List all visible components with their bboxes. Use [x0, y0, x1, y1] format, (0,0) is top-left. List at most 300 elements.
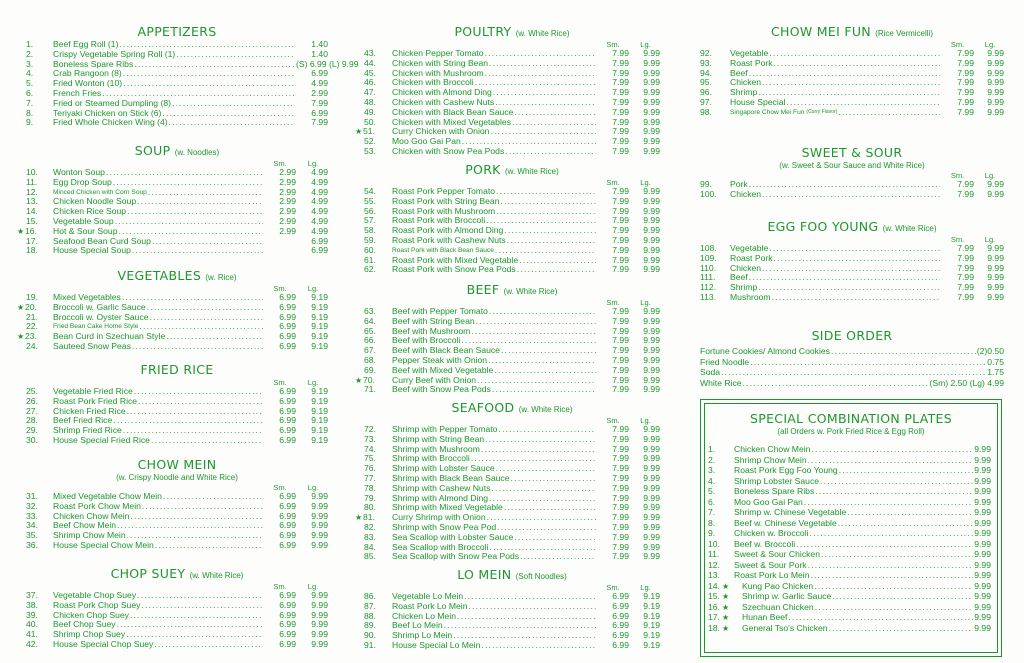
- size-header-small: Sm.: [273, 159, 287, 168]
- section-title-text: LO MEIN: [457, 567, 512, 582]
- price-large: 9.99: [311, 500, 328, 511]
- item-name: Soda: [700, 367, 721, 378]
- item-number-text: 73.: [364, 433, 376, 444]
- side-order-item: [700, 358, 1004, 369]
- menu-item: [364, 552, 660, 562]
- leader-dots: [491, 484, 596, 494]
- leader-dots: [147, 303, 263, 313]
- price-large: 9.99: [311, 629, 328, 640]
- price-small: 2.99: [279, 225, 296, 236]
- leader-dots: [829, 624, 974, 634]
- leader-dots: [151, 436, 263, 446]
- item-number-text: 5.: [26, 78, 34, 89]
- combo-item: [705, 592, 997, 603]
- item-name: House Special Lo Mein: [392, 639, 481, 650]
- price-large: 9.99: [643, 463, 660, 474]
- item-number: [708, 613, 742, 623]
- section-title: [700, 328, 1004, 344]
- price-small: 7.99: [612, 254, 629, 265]
- item-name: General Tso's Chicken: [742, 622, 828, 633]
- menu-item: [364, 641, 660, 651]
- size-header-small: Sm.: [950, 40, 965, 49]
- item-number-text: 5.: [708, 486, 716, 497]
- price-large: 9.99: [643, 77, 660, 88]
- combo-item: [705, 624, 997, 635]
- item-number-text: 4.: [708, 475, 716, 486]
- star-icon: ★: [355, 375, 363, 385]
- price-large: 9.99: [643, 215, 660, 226]
- price-large: 9.99: [643, 244, 660, 255]
- leader-dots: [142, 502, 263, 512]
- section-title: [364, 567, 660, 583]
- price: 9.99: [974, 465, 991, 476]
- price-small: 6.99: [279, 434, 296, 445]
- item-name: Kung Pao Chicken: [742, 580, 814, 591]
- leader-dots: [721, 368, 986, 378]
- item-name: Beef Chop Suey: [53, 619, 116, 630]
- item-number-text: 99.: [700, 179, 712, 189]
- price-large: 9.19: [311, 395, 328, 406]
- leader-dots: [831, 347, 976, 357]
- price-large: 9.99: [311, 619, 328, 630]
- item-number-text: 6.: [708, 496, 716, 507]
- item-name: Chicken with Almond Ding: [392, 87, 492, 98]
- item-name: Shrimp Lobster Sauce: [734, 475, 820, 486]
- leader-dots: [839, 466, 974, 476]
- item-number-text: 89.: [364, 620, 376, 631]
- section-title: [26, 362, 328, 378]
- item-number-text: 76.: [364, 463, 376, 474]
- price-small: 7.99: [612, 502, 629, 513]
- leader-dots: [485, 49, 596, 59]
- item-number-text: 11.: [708, 549, 720, 560]
- item-name: Beef with Broccoli: [392, 335, 461, 346]
- item-number-text: 18.: [26, 245, 38, 256]
- price-small: 6.99: [279, 386, 296, 396]
- price-large: 9.19: [643, 610, 660, 621]
- price-small: 2.99: [279, 215, 296, 226]
- section-title: [705, 411, 997, 427]
- menu-section-appetizers: [26, 24, 359, 128]
- item-number-text: 74.: [364, 443, 376, 454]
- price-large: 9.99: [643, 551, 660, 562]
- item-name: Chicken: [730, 188, 762, 199]
- price-large: 9.99: [643, 325, 660, 336]
- section-note: (w. White Rice): [189, 571, 244, 580]
- item-name: Chicken with Snow Pea Pods: [392, 145, 505, 156]
- price-large: 9.99: [987, 48, 1004, 58]
- price-small: 7.99: [612, 512, 629, 523]
- leader-dots: [481, 641, 596, 651]
- size-header-large: Lg.: [984, 235, 996, 244]
- item-number-text: 17.: [26, 235, 38, 246]
- price-small: 7.99: [612, 87, 629, 98]
- leader-dots: [814, 582, 973, 592]
- menu-section-beef: [355, 282, 660, 395]
- leader-dots: [504, 503, 596, 513]
- price: 7.99: [311, 97, 328, 108]
- item-number-text: 25.: [26, 386, 38, 396]
- section-title-text: SEAFOOD: [451, 400, 515, 415]
- combo-item: [705, 529, 997, 540]
- item-number-text: 110.: [700, 262, 717, 273]
- price: 9.99: [974, 475, 991, 486]
- price-large: 4.99: [311, 196, 328, 207]
- item-name: Beef with Snow Pea Pods: [392, 384, 491, 395]
- item-number: [364, 385, 392, 395]
- price-small: 6.99: [279, 500, 296, 511]
- item-number: [708, 508, 734, 518]
- price-small: 7.99: [957, 87, 974, 98]
- size-header-small: Sm.: [606, 40, 620, 49]
- item-name: Chicken Noodle Soup: [53, 196, 137, 207]
- price-large: 9.99: [643, 453, 660, 464]
- item-number-text: 60.: [364, 244, 376, 255]
- price-small: 7.99: [957, 48, 974, 58]
- price: (S) 6.99 (L) 9.99: [296, 58, 359, 69]
- price-small: 7.99: [612, 205, 629, 216]
- leader-dots: [162, 109, 295, 119]
- price-small: 7.99: [612, 453, 629, 464]
- price-large: 9.99: [311, 539, 328, 550]
- size-header: [364, 40, 660, 49]
- item-number-text: 95.: [700, 77, 712, 88]
- item-number-text: 9.: [26, 117, 34, 128]
- section-title: [700, 219, 1004, 235]
- leader-dots: [113, 178, 263, 188]
- side-order-item: [700, 347, 1004, 358]
- price-small: 7.99: [612, 244, 629, 255]
- item-name: Boneless Spare Ribs: [53, 58, 134, 69]
- leader-dots: [774, 59, 940, 69]
- item-name: Shrimp with Pepper Tomato: [392, 424, 498, 434]
- item-name: Shrimp w. Garlic Sauce: [742, 591, 832, 602]
- price-small: 6.99: [612, 610, 629, 621]
- price-large: 9.99: [643, 186, 660, 196]
- item-number: [26, 246, 53, 256]
- price-small: 6.99: [279, 491, 296, 501]
- item-name: Roast Pork Fried Rice: [53, 395, 138, 406]
- item-name: Shrimp w. Chinese Vegetable: [734, 507, 847, 518]
- item-number-text: 13.: [26, 196, 38, 207]
- item-number-text: 8.: [708, 517, 716, 528]
- item-number: [708, 466, 734, 476]
- item-number-text: 79.: [364, 492, 376, 503]
- item-number-text: 51.: [363, 126, 375, 137]
- item-name: Chicken Pepper Tomato: [392, 48, 484, 58]
- size-header: [26, 582, 328, 591]
- leader-dots: [475, 78, 596, 88]
- size-header: [700, 171, 1004, 180]
- item-name: Chicken w. Broccoli: [734, 528, 809, 539]
- size-header: [700, 40, 1004, 49]
- leader-dots: [127, 207, 263, 217]
- item-name: Shrimp with Broccoli: [392, 453, 470, 464]
- price-small: 2.99: [279, 206, 296, 217]
- section-title-text: SOUP: [134, 143, 171, 158]
- price-large: 9.19: [311, 415, 328, 426]
- price-small: 7.99: [612, 551, 629, 562]
- item-name: Crab Rangoon (8): [53, 68, 122, 79]
- item-number-text: 10.: [708, 538, 720, 549]
- price-small: 7.99: [612, 472, 629, 483]
- leader-dots: [106, 168, 263, 178]
- price: 2.99: [311, 87, 328, 98]
- price-large: 9.99: [643, 492, 660, 503]
- leader-dots: [155, 541, 263, 551]
- item-name: Roast Pork with Snow Pea Pods: [392, 264, 516, 275]
- leader-dots: [444, 621, 596, 631]
- price-small: 7.99: [612, 67, 629, 78]
- leader-dots: [468, 602, 596, 612]
- price-small: 6.99: [279, 292, 296, 302]
- price: 9.99: [974, 612, 991, 623]
- price-large: 9.99: [643, 315, 660, 326]
- price: (Sm) 2.50 (Lg) 4.99: [929, 377, 1004, 388]
- leader-dots: [490, 127, 596, 137]
- item-number-text: 77.: [364, 472, 376, 483]
- star-icon: ★: [721, 592, 730, 602]
- price-small: 6.99: [612, 630, 629, 641]
- item-number-text: 88.: [364, 610, 376, 621]
- leader-dots: [154, 640, 263, 650]
- leader-dots: [504, 226, 596, 236]
- price-large: 9.99: [643, 264, 660, 275]
- item-name: Vegetable Chop Suey: [53, 590, 137, 600]
- leader-dots: [796, 540, 973, 550]
- section-note: (Rice Vermicelli): [875, 29, 933, 38]
- price-large: 9.19: [311, 405, 328, 416]
- size-header-small: Sm.: [606, 583, 620, 592]
- section-note: (w. White Rice): [515, 29, 570, 38]
- size-header-small: Sm.: [273, 378, 287, 387]
- item-number: [708, 582, 742, 592]
- item-number-text: 69.: [364, 364, 376, 375]
- price-small: 6.99: [279, 638, 296, 649]
- leader-dots: [838, 519, 974, 529]
- item-number-text: 9.: [708, 528, 716, 539]
- item-number-text: 70.: [363, 374, 375, 385]
- item-number-text: 46.: [364, 77, 376, 88]
- leader-dots: [176, 50, 295, 60]
- price-small: 6.99: [279, 510, 296, 521]
- price-large: 9.99: [987, 282, 1004, 293]
- item-number-text: 111.: [700, 272, 716, 283]
- price: 9.99: [974, 570, 991, 581]
- price-small: 6.99: [279, 629, 296, 640]
- item-number: [26, 342, 53, 352]
- price-large: 9.19: [311, 292, 328, 302]
- size-header-small: Sm.: [273, 582, 287, 591]
- menu-section-chowmeifun: [700, 24, 1004, 118]
- item-number-text: 45.: [364, 67, 376, 78]
- price: 9.99: [974, 538, 991, 549]
- item-number-text: 63.: [364, 306, 376, 316]
- item-name: Moo Goo Gai Pan: [734, 496, 803, 507]
- item-name: Beef Egg Roll (1): [53, 39, 119, 49]
- leader-dots: [489, 494, 596, 504]
- price-large: 9.99: [643, 433, 660, 444]
- price-large: 9.99: [987, 96, 1004, 107]
- price-large: 4.99: [311, 167, 328, 177]
- price-large: 9.19: [311, 386, 328, 396]
- item-number: [708, 603, 742, 613]
- item-number-text: 82.: [364, 521, 376, 532]
- size-header-small: Sm.: [606, 416, 620, 425]
- menu-section-chowmein: [26, 457, 328, 551]
- leader-dots: [123, 79, 295, 89]
- leader-dots: [493, 88, 596, 98]
- section-title: [26, 268, 328, 284]
- item-name: Hot & Sour Soup: [53, 225, 118, 236]
- leader-dots: [134, 60, 295, 70]
- item-number-text: 61.: [364, 254, 376, 265]
- price-large: 9.99: [643, 57, 660, 68]
- size-header-small: Sm.: [273, 284, 287, 293]
- section-note: (w. White Rice): [503, 287, 558, 296]
- price-small: 7.99: [612, 306, 629, 316]
- item-number-text: 3.: [708, 465, 716, 476]
- item-name: Chicken with Black Bean Sauce: [392, 106, 514, 117]
- leader-dots: [471, 327, 596, 337]
- leader-dots: [166, 332, 263, 342]
- item-number-text: 57.: [364, 215, 376, 226]
- item-number: [26, 541, 53, 551]
- price-large: 9.99: [311, 609, 328, 620]
- price-large: 9.99: [643, 234, 660, 245]
- leader-dots: [758, 88, 940, 98]
- price-small: 6.99: [279, 609, 296, 620]
- combo-item: [705, 487, 997, 498]
- menu-section-lomein: [364, 567, 660, 651]
- price-large: 4.99: [311, 186, 328, 197]
- combo-item: [705, 508, 997, 519]
- section-note: (w. Rice): [205, 273, 237, 282]
- item-name: Chicken with Mushroom: [392, 67, 484, 78]
- price: 9.99: [974, 528, 991, 539]
- item-number-text: 87.: [364, 600, 376, 611]
- item-number-text: 40.: [26, 619, 38, 630]
- leader-dots: [115, 217, 263, 227]
- section-title-text: CHOW MEIN: [137, 457, 217, 472]
- size-header-large: Lg.: [640, 298, 651, 307]
- item-number-text: 93.: [700, 57, 712, 68]
- price: 7.99: [311, 117, 328, 128]
- item-name: Beef with Mushroom: [392, 325, 471, 336]
- item-name: Shrimp with Snow Pea Pod: [392, 521, 497, 532]
- section-title: [26, 566, 328, 582]
- item-name: Beef with Black Bean Sauce: [392, 345, 500, 356]
- section-note: (w. White Rice): [882, 224, 937, 233]
- price: 9.99: [974, 601, 991, 612]
- section-title: [26, 143, 328, 159]
- item-name: Roast Pork with Mushroom: [392, 205, 496, 216]
- item-number-text: 68.: [364, 354, 376, 365]
- menu-section-eggfooyoung: [700, 219, 1004, 303]
- item-number-text: 38.: [26, 599, 38, 610]
- price-large: 9.99: [643, 443, 660, 454]
- leader-dots: [520, 552, 596, 562]
- star-icon: ★: [355, 127, 363, 137]
- price: 9.99: [974, 591, 991, 602]
- price-small: 7.99: [612, 96, 629, 107]
- item-name: Shrimp Lo Mein: [392, 630, 453, 641]
- size-header-large: Lg.: [307, 378, 319, 387]
- leader-dots: [137, 591, 263, 601]
- item-number-text: 33.: [26, 510, 38, 521]
- leader-dots: [150, 313, 263, 323]
- item-number: [26, 118, 53, 128]
- price-large: 9.19: [311, 331, 328, 342]
- item-number-text: 48.: [364, 96, 376, 107]
- price-small: 2.99: [279, 196, 296, 207]
- price-large: 9.19: [643, 600, 660, 611]
- menu-section-side-order: [700, 328, 1004, 389]
- item-name: Chicken Chow Mein: [734, 444, 811, 455]
- leader-dots: [130, 512, 263, 522]
- size-header: [26, 483, 328, 492]
- price-large: 9.19: [643, 630, 660, 641]
- item-number: [708, 529, 734, 539]
- item-name: Pepper Steak with Onion: [392, 354, 488, 365]
- item-name: House Special: [730, 96, 786, 107]
- item-number: [700, 293, 730, 303]
- item-number-text: 22.: [26, 321, 38, 332]
- size-header: [364, 416, 660, 425]
- size-header-large: Lg.: [307, 582, 319, 591]
- price-large: 9.99: [311, 510, 328, 521]
- price-small: 6.99: [279, 405, 296, 416]
- item-number-text: 13.: [708, 570, 720, 581]
- item-number-text: 85.: [364, 551, 376, 562]
- price: 1.40: [311, 48, 328, 59]
- item-number-text: 100.: [700, 188, 717, 199]
- price-large: 9.99: [643, 541, 660, 552]
- price-large: 9.99: [643, 48, 660, 58]
- item-number-text: 21.: [26, 311, 38, 322]
- item-number-text: 72.: [364, 424, 376, 434]
- menu-item: [364, 265, 660, 275]
- price-large: 9.99: [987, 272, 1004, 283]
- star-icon: ★: [17, 302, 25, 312]
- price-small: 7.99: [612, 126, 629, 137]
- item-number: [708, 487, 734, 497]
- item-number: [364, 641, 392, 651]
- combo-item: [705, 571, 997, 582]
- leader-dots: [127, 407, 263, 417]
- price-large: 9.99: [643, 254, 660, 265]
- item-name: Bean Curd in Szechuan Style: [53, 331, 166, 342]
- price-small: 7.99: [612, 482, 629, 493]
- size-header: [26, 284, 328, 293]
- item-number: [26, 436, 53, 446]
- item-number-text: 1.: [708, 444, 716, 455]
- leader-dots: [113, 416, 263, 426]
- item-name: Shrimp with Black Bean Sauce: [392, 472, 510, 483]
- price-large: 9.99: [643, 345, 660, 356]
- star-icon: ★: [17, 226, 25, 236]
- size-header: [364, 583, 660, 592]
- leader-dots: [148, 188, 263, 198]
- price: 9.99: [974, 507, 991, 518]
- item-name: Shrimp with Almond Ding: [392, 492, 489, 503]
- leader-dots: [517, 265, 596, 275]
- item-name: Chicken with Mixed Vegetables: [392, 116, 511, 127]
- leader-dots: [496, 464, 596, 474]
- item-number-text: 7.: [708, 507, 716, 518]
- item-number-text: 23.: [25, 331, 37, 342]
- section-title-text: SPECIAL COMBINATION PLATES: [750, 411, 952, 426]
